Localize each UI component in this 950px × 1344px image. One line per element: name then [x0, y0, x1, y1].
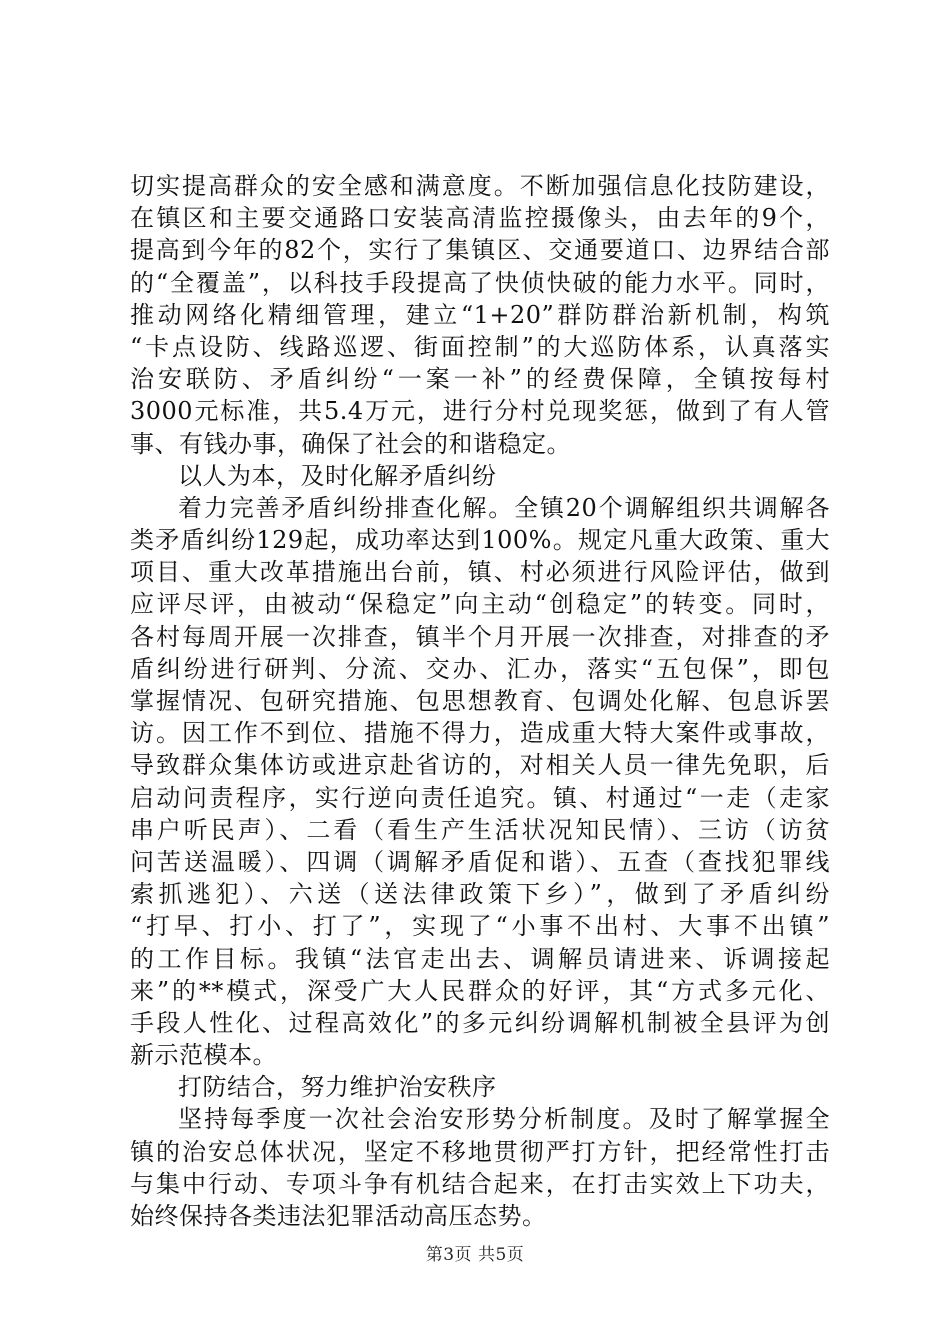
text-line: “打早、打小、打了”，实现了“小事不出村、大事不出镇”: [130, 912, 830, 941]
text-line: 盾纠纷进行研判、分流、交办、汇办，落实“五包保”，即包: [130, 654, 830, 683]
text-line: 访。因工作不到位、措施不得力，造成重大特大案件或事故，: [130, 719, 830, 748]
text-line: 问苦送温暖）、四调（调解矛盾促和谐）、五查（查找犯罪线: [130, 847, 830, 876]
text-line: 应评尽评，由被动“保稳定”向主动“创稳定”的转变。同时，: [130, 590, 830, 619]
text-line: 始终保持各类违法犯罪活动高压态势。: [130, 1202, 547, 1230]
text-line: 切实提高群众的安全感和满意度。不断加强信息化技防建设，: [130, 172, 830, 200]
text-line: 串户听民声）、二看（看生产生活状况知民情）、三访（访贫: [130, 815, 830, 844]
text-line: 手段人性化、过程高效化”的多元纠纷调解机制被全县评为创: [130, 1008, 830, 1037]
text-line: 3000元标准，共5.4万元，进行分村兑现奖惩，做到了有人管: [130, 397, 830, 426]
text-line: 类矛盾纠纷129起，成功率达到100%。规定凡重大政策、重大: [130, 526, 830, 555]
text-line: 的工作目标。我镇“法官走出去、调解员请进来、诉调接起: [130, 944, 830, 973]
text-line: 镇的治安总体状况，坚定不移地贯彻严打方针，把经常性打击: [130, 1137, 830, 1166]
text-line: 导致群众集体访或进京赴省访的，对相关人员一律先免职，后: [130, 751, 830, 780]
text-line: 来”的**模式，深受广大人民群众的好评，其“方式多元化、: [130, 976, 830, 1005]
text-line: 治安联防、矛盾纠纷“一案一补”的经费保障，全镇按每村: [130, 365, 830, 394]
text-line: 以人为本，及时化解矛盾纠纷: [178, 461, 497, 490]
text-line: 掌握情况、包研究措施、包思想教育、包调处化解、包息诉罢: [130, 687, 830, 715]
text-line: 新示范模本。: [130, 1041, 277, 1070]
page-footer: 第3页 共5页: [425, 1245, 525, 1265]
text-line: 各村每周开展一次排查，镇半个月开展一次排查，对排查的矛: [130, 622, 830, 651]
text-line: 与集中行动、专项斗争有机结合起来，在打击实效上下功夫，: [130, 1169, 830, 1198]
text-line: 项目、重大改革措施出台前，镇、村必须进行风险评估，做到: [130, 558, 830, 587]
text-line: 启动问责程序，实行逆向责任追究。镇、村通过“一走（走家: [130, 783, 830, 812]
text-line: 在镇区和主要交通路口安装高清监控摄像头，由去年的9个，: [130, 204, 830, 233]
text-line: 提高到今年的82个，实行了集镇区、交通要道口、边界结合部: [130, 236, 830, 265]
text-line: 推动网络化精细管理，建立“1+20”群防群治新机制，构筑: [130, 300, 830, 329]
text-line: 坚持每季度一次社会治安形势分析制度。及时了解掌握全: [178, 1105, 830, 1134]
text-line: 的“全覆盖”，以科技手段提高了快侦快破的能力水平。同时，: [130, 268, 830, 297]
document-body: [130, 170, 830, 1232]
text-line: 着力完善矛盾纠纷排查化解。全镇20个调解组织共调解各: [178, 493, 830, 522]
text-line: 打防结合，努力维护治安秩序: [178, 1073, 497, 1102]
text-line: 事、有钱办事，确保了社会的和谐稳定。: [130, 429, 571, 458]
text-line: 索抓逃犯）、六送（送法律政策下乡）”，做到了矛盾纠纷: [130, 880, 830, 909]
text-line: “卡点设防、线路巡逻、街面控制”的大巡防体系，认真落实: [130, 332, 830, 361]
